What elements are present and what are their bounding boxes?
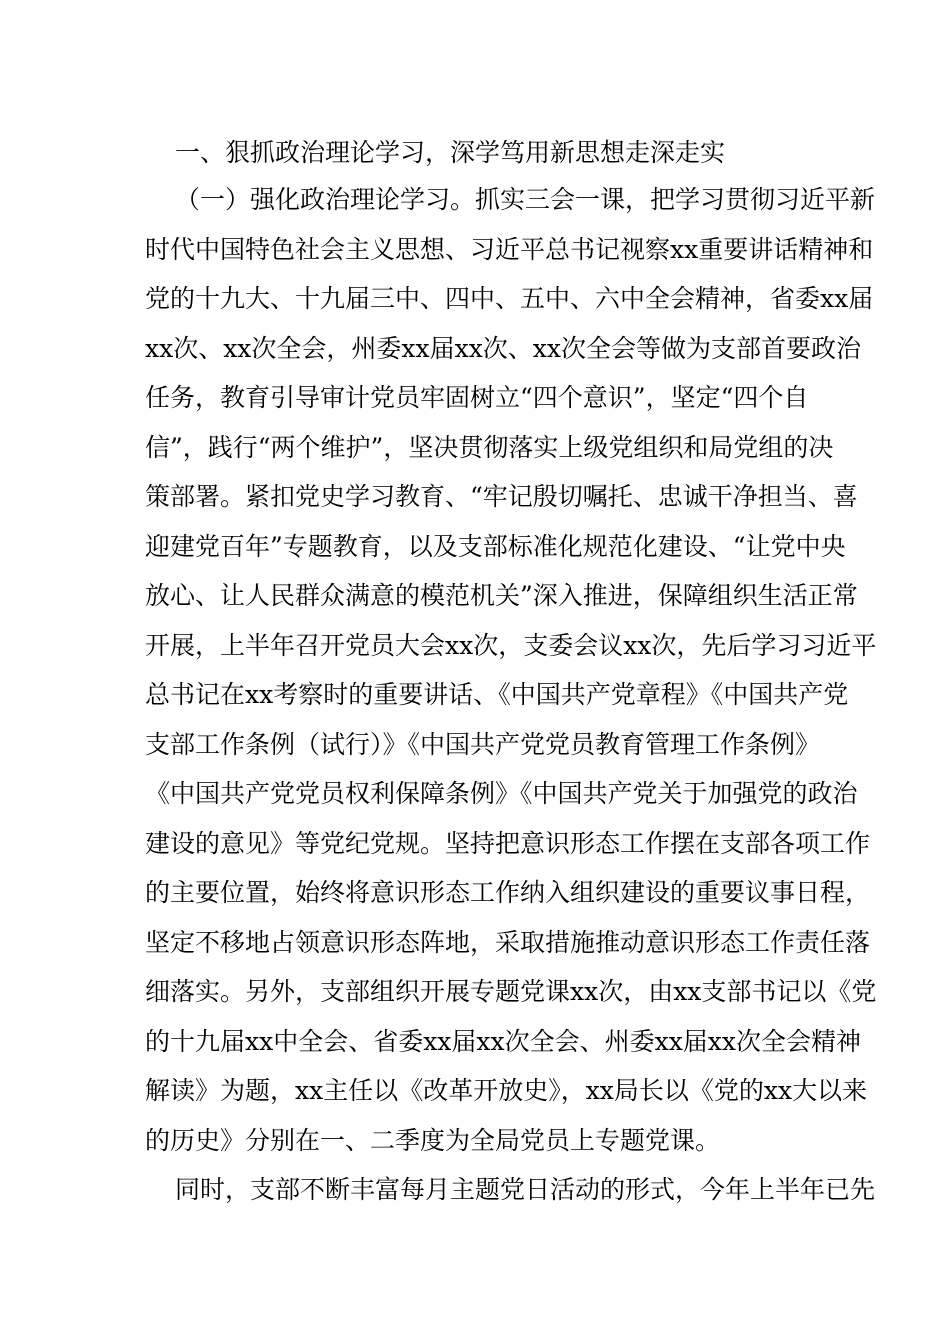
paragraph-line: 迎建党百年”专题教育，以及支部标准化规范化建设、“让党中央 <box>145 532 846 561</box>
paragraph-line: 的十九届xx中全会、省委xx届xx次全会、州委xx届xx次全会精神 <box>145 1027 861 1056</box>
paragraph-line: 支部工作条例（试行）》《中国共产党党员教育管理工作条例》 <box>145 730 821 759</box>
paragraph-line: 开展，上半年召开党员大会xx次，支委会议xx次，先后学习习近平 <box>145 631 877 660</box>
paragraph-line: 建设的意见》等党纪党规。坚持把意识形态工作摆在支部各项工作 <box>145 829 871 858</box>
paragraph-line: （一）强化政治理论学习。抓实三会一课，把学习贯彻习近平新 <box>175 185 876 214</box>
paragraph-line: 同时，支部不断丰富每月主题党日活动的形式，今年上半年已先 <box>175 1175 876 1204</box>
paragraph-line: 党的十九大、十九届三中、四中、五中、六中全会精神，省委xx届 <box>145 284 874 313</box>
paragraph-line: 任务，教育引导审计党员牢固树立“四个意识”，坚定“四个自 <box>145 383 809 412</box>
paragraph-line: 放心、让人民群众满意的模范机关”深入推进，保障组织生活正常 <box>145 581 858 610</box>
paragraph-line: 的主要位置，始终将意识形态工作纳入组织建设的重要议事日程， <box>145 878 871 907</box>
paragraph-line: 信”，践行“两个维护”，坚决贯彻落实上级党组织和局党组的决 <box>145 433 834 462</box>
paragraph-line: 策部署。紧扣党史学习教育、“牢记殷切嘱托、忠诚干净担当、喜 <box>145 482 858 511</box>
paragraph-line: xx次、xx次全会，州委xx届xx次、xx次全会等做为支部首要政治 <box>145 334 861 363</box>
section-heading: 一、狠抓政治理论学习，深学笃用新思想走深走实 <box>175 138 726 167</box>
paragraph-line: 总书记在xx考察时的重要讲话、《中国共产党章程》《中国共产党 <box>145 680 849 709</box>
paragraph-line: 《中国共产党党员权利保障条例》《中国共产党关于加强党的政治 <box>145 779 858 808</box>
paragraph-line: 细落实。另外，支部组织开展专题党课xx次，由xx支部书记以《党 <box>145 977 877 1006</box>
paragraph-line: 坚定不移地占领意识形态阵地，采取措施推动意识形态工作责任落 <box>145 928 871 957</box>
paragraph-line: 解读》为题，xx主任以《改革开放史》，xx局长以《党的xx大以来 <box>145 1076 868 1105</box>
paragraph-last-line: 的历史》分别在一、二季度为全局党员上专题党课。 <box>145 1126 721 1155</box>
paragraph-line: 时代中国特色社会主义思想、习近平总书记视察xx重要讲话精神和 <box>145 235 874 264</box>
